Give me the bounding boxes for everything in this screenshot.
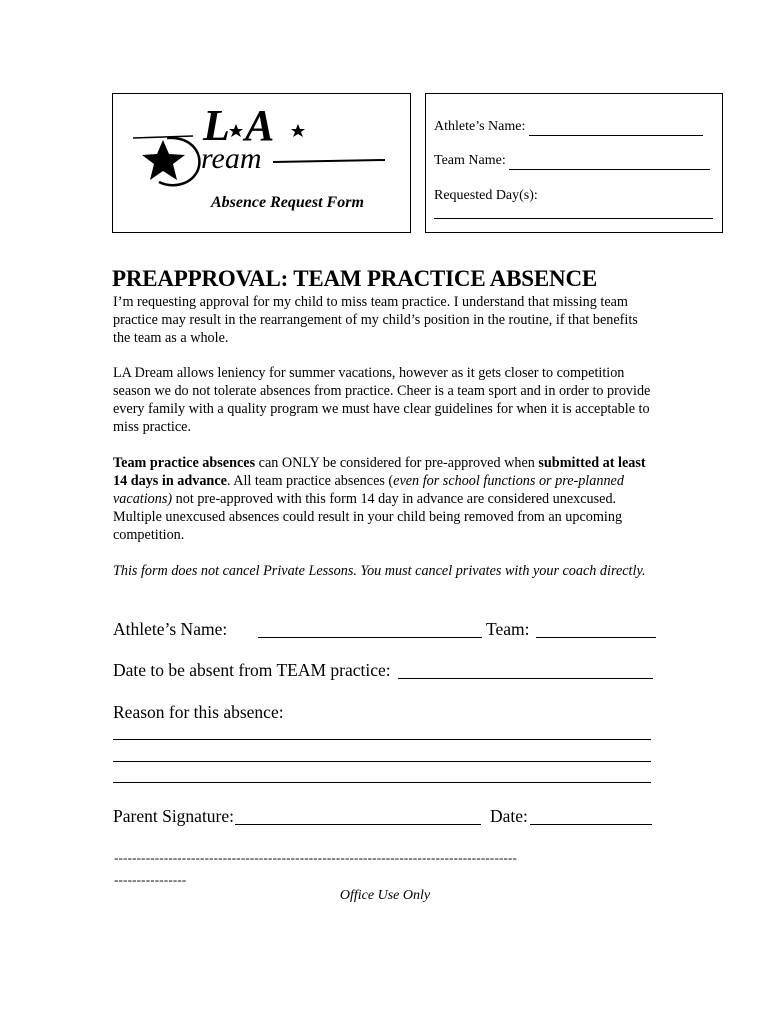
parent-signature-label: Parent Signature:	[113, 806, 235, 826]
paragraph-1	[113, 293, 658, 347]
p3-italic: even for school functions or pre-planned vacations)	[113, 473, 624, 507]
divider-line-2: ----------------	[114, 872, 187, 887]
info-athlete-label: Athlete’s Name:	[434, 119, 526, 134]
reason-line-2[interactable]	[113, 761, 651, 762]
athlete-name-field[interactable]	[258, 637, 482, 638]
la-dream-logo	[123, 98, 403, 198]
logo-tail-line	[273, 160, 385, 162]
info-athlete-field[interactable]	[529, 119, 703, 136]
info-team-label: Team Name:	[434, 153, 506, 168]
info-team-field[interactable]	[509, 153, 710, 170]
info-team-row	[434, 153, 710, 170]
athlete-name-label: Athlete’s Name:	[113, 619, 228, 639]
date-label: Date:	[490, 806, 528, 826]
paragraph-2	[113, 364, 658, 436]
p3-text-2: . All team practice absences (	[226, 473, 394, 489]
info-athlete-row	[434, 119, 703, 136]
logo-letter-l: L	[203, 101, 230, 150]
info-days-label: Requested Day(s):	[434, 188, 538, 203]
paragraph-4-text: This form does not cancel Private Lessons. You must cancel privates with your coach directly.	[113, 563, 646, 579]
logo-text-ream: ream	[201, 142, 262, 175]
paragraph-4	[113, 562, 658, 580]
form-title: Absence Request Form	[211, 194, 364, 211]
logo-small-star-icon-2	[291, 124, 305, 137]
office-use-label: Office Use Only	[339, 888, 431, 903]
logo-big-star-icon	[142, 140, 185, 180]
paragraph-3	[113, 454, 658, 544]
date-field[interactable]	[530, 824, 652, 825]
info-days-field[interactable]	[434, 218, 713, 219]
divider-line-1: -----------------------------------------------------------------------------------------	[114, 850, 518, 865]
team-label: Team:	[486, 619, 530, 639]
logo-box	[112, 93, 411, 233]
paragraph-1-text: I’m requesting approval for my child to miss team practice. I understand that missing team practice may result in the rearrangement of my child’s position in the routine, if that benefits the team as a whole.	[113, 294, 638, 346]
p3-text-3: not pre-approved with this form 14 day in advance are considered unexcused. Multiple unexcused absences could result in your child being removed from an upcoming competition.	[113, 491, 623, 543]
logo-letter-a: A	[245, 101, 275, 150]
reason-line-3[interactable]	[113, 782, 651, 783]
p3-text-1: can ONLY be considered for pre-approved when	[255, 455, 539, 471]
page-title: PREAPPROVAL: TEAM PRACTICE ABSENCE	[112, 266, 597, 291]
reason-line-1[interactable]	[113, 739, 651, 740]
reason-label: Reason for this absence:	[113, 702, 284, 722]
paragraph-3-text	[113, 454, 658, 544]
logo-swoosh-line	[133, 136, 193, 138]
p3-bold-1: Team practice absences	[113, 455, 256, 471]
parent-signature-field[interactable]	[235, 824, 481, 825]
info-box	[425, 93, 723, 233]
paragraph-2-text: LA Dream allows leniency for summer vacations, however as it gets closer to competition season we do not tolerate absences from practice. Cheer is a team sport and in order to provide every family with a quality program we must have clear guidelines for when it is acceptable to miss practice.	[113, 365, 651, 435]
team-field[interactable]	[536, 637, 656, 638]
logo-small-star-icon	[229, 124, 243, 137]
date-absent-field[interactable]	[398, 678, 653, 679]
date-absent-label: Date to be absent from TEAM practice:	[113, 660, 391, 680]
p3-bold-2: submitted at least 14 days in advance	[113, 455, 646, 489]
